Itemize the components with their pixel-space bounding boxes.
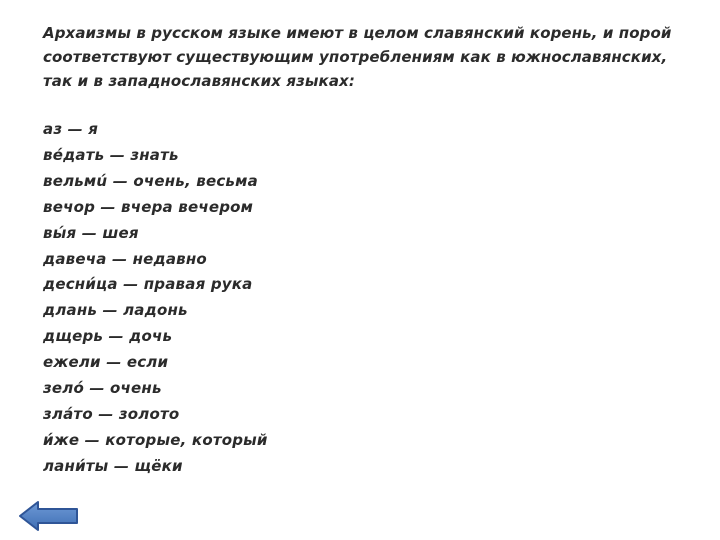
arrow-left-icon — [18, 500, 80, 532]
list-item: длань — ладонь — [43, 301, 188, 320]
list-item: десни́ца — правая рука — [43, 275, 253, 294]
list-item: ежели — если — [43, 353, 169, 372]
list-item: вечор — вчера вечером — [43, 197, 254, 216]
list-item: вы́я — шея — [43, 223, 139, 242]
list-item: зелó — очень — [43, 379, 162, 398]
list-item: вéдать — знать — [43, 145, 179, 164]
list-item: лани́ты — щёки — [43, 456, 183, 475]
list-item: давеча — недавно — [43, 249, 207, 268]
list-item: дщерь — дочь — [43, 327, 173, 346]
list-item: аз — я — [43, 120, 99, 138]
intro-text: Архаизмы в русском языке имеют в целом славянский корень, и порой соответствуют существующим употреблениям как в южнославянских, так и в западнославянских языках: — [43, 24, 672, 90]
archaism-list — [43, 117, 268, 480]
list-item: злáто — золото — [43, 404, 180, 423]
back-button[interactable] — [18, 500, 80, 532]
list-item: и́же — которые, который — [43, 430, 268, 449]
list-item: вельмú — очень, весьма — [43, 171, 258, 190]
